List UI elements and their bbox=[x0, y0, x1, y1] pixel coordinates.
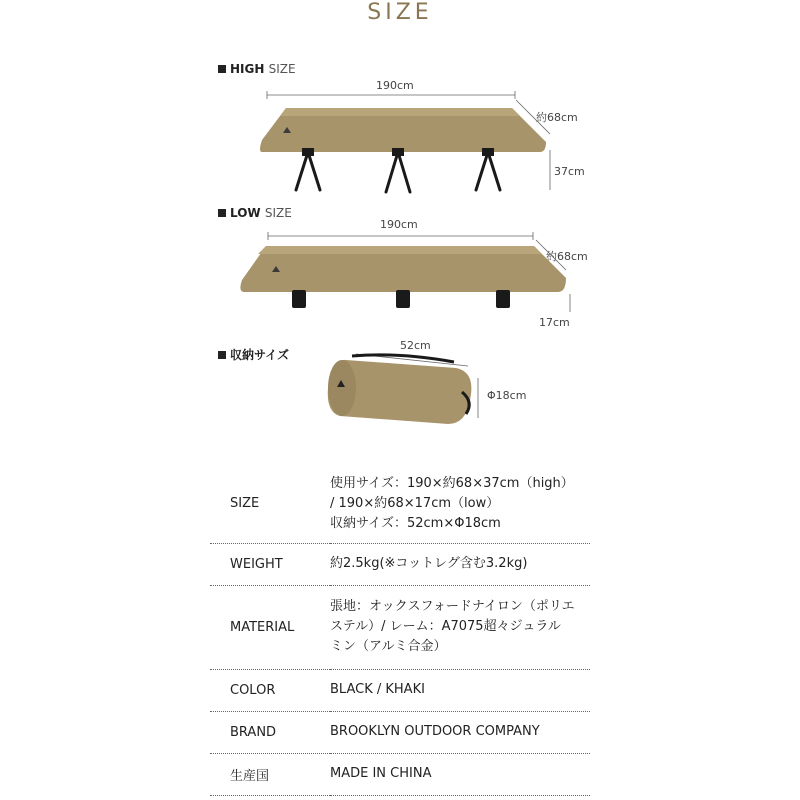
low-length-dim: 190cm bbox=[380, 218, 418, 231]
spec-value bbox=[330, 753, 590, 795]
spec-key: BRAND bbox=[210, 711, 330, 753]
spec-line: 使用サイズ：190×約68×37cm（high） bbox=[330, 475, 574, 491]
table-row bbox=[210, 543, 590, 585]
high-length-dim: 190cm bbox=[376, 79, 414, 92]
table-row bbox=[210, 711, 590, 753]
spec-value bbox=[330, 711, 590, 753]
table-row bbox=[210, 669, 590, 711]
spec-table bbox=[210, 465, 590, 796]
low-label-light: SIZE bbox=[264, 206, 292, 220]
table-row bbox=[210, 753, 590, 795]
low-label-bold: LOW bbox=[230, 206, 261, 220]
spec-line: BROOKLYN OUTDOOR COMPANY bbox=[330, 724, 540, 739]
spec-key: SIZE bbox=[210, 465, 330, 543]
high-width-dim: 約68cm bbox=[536, 111, 578, 124]
low-height-dim: 17cm bbox=[539, 316, 570, 329]
spec-line: BLACK / KHAKI bbox=[330, 682, 425, 697]
spec-line: / 190×約68×17cm（low） bbox=[330, 495, 500, 511]
spec-value bbox=[330, 585, 590, 669]
spec-key: MATERIAL bbox=[210, 585, 330, 669]
spec-value bbox=[330, 669, 590, 711]
low-width-dim: 約68cm bbox=[546, 250, 588, 263]
spec-value bbox=[330, 465, 590, 543]
spec-key: WEIGHT bbox=[210, 543, 330, 585]
spec-line: ステル）/ レーム：A7075超々ジュラル bbox=[330, 619, 561, 634]
storage-diameter-dim: Φ18cm bbox=[487, 389, 527, 402]
page-title: SIZE bbox=[367, 0, 433, 25]
spec-line: 収納サイズ：52cm×Φ18cm bbox=[330, 515, 501, 531]
spec-line: 張地：オックスフォードナイロン（ポリエ bbox=[330, 599, 575, 614]
high-cot-illustration bbox=[260, 91, 550, 192]
spec-key: COLOR bbox=[210, 669, 330, 711]
table-row bbox=[210, 585, 590, 669]
spec-line: 約2.5kg(※コットレグ含む3.2kg) bbox=[330, 556, 528, 571]
spec-value bbox=[330, 543, 590, 585]
spec-line: ミン（アルミ合金） bbox=[330, 639, 447, 654]
spec-key: 生産国 bbox=[210, 753, 330, 795]
high-label-bold: HIGH bbox=[230, 62, 265, 76]
spec-line: MADE IN CHINA bbox=[330, 766, 432, 781]
table-row bbox=[210, 465, 590, 543]
low-cot-illustration bbox=[240, 232, 570, 312]
storage-bag-illustration bbox=[328, 354, 478, 424]
storage-length-dim: 52cm bbox=[400, 339, 431, 352]
storage-label-text: 収納サイズ bbox=[230, 348, 290, 362]
high-label-light: SIZE bbox=[268, 62, 296, 76]
high-height-dim: 37cm bbox=[554, 165, 585, 178]
